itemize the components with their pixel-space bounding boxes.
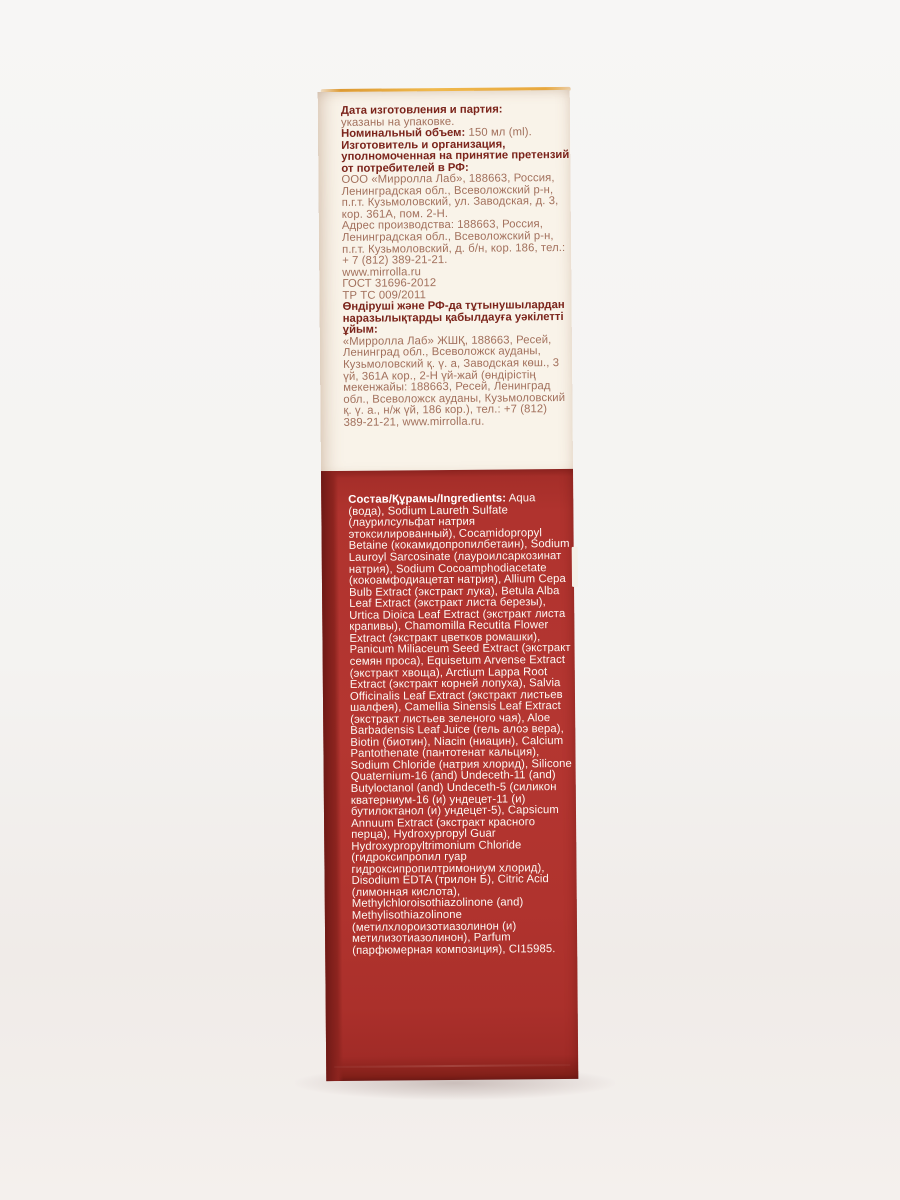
info-text-column	[341, 104, 573, 429]
nominal-volume-text: 150 мл (ml).	[468, 126, 532, 139]
manufacturer-ru-text: ООО «Мирролла Лаб», 188663, Россия, Ленинградская обл., Всеволожский р-н, п.г.т. Кузьмоловский, ул. Заводская, д. 3, кор. 361А, пом. 2-Н.	[341, 172, 559, 221]
ingredients-list-text: Aqua (вода), Sodium Laureth Sulfate (лаурилсульфат натрия этоксилированный), Cocamidopropyl Betaine (кокамидопропилбетаин), Sodium Lauroyl Sarcosinate (лауроилсаркозинат натрия), Sodium Cocoamphodiacetate (кокоамфодиацетат натрия), Allium Cepa Bulb Extract (экстракт лука), Betula Alba Leaf Extract (экстракт листа березы), Urtica Dioica Leaf Extract (экстракт листа крапивы), Chamomilla Recutita Flower Extract (экстракт цветков ромашки), Panicum Miliaceum Seed Extract (экстракт семян проса), Equisetum Arvense Extract (экстракт хвоща), Arctium Lappa Root Extract (экстракт корней лопуха), Salvia Officinalis Leaf Extract (экстракт листьев шалфея), Camellia Sinensis Leaf Extract (экстракт листьев зеленого чая), Aloe Barbadensis Leaf Juice (гель алоэ вера), Biotin (биотин), Niacin (ниацин), Calcium Pantothenate (пантотенат кальция), Sodium Chloride (натрия хлорид), Silicone Quaternium-16 (and) Undeceth-11 (and) Butyloctanol (and) Undeceth-5 (силикон кватерниум-16 (и) ундецет-11 (и) бутилоктанол (и) ундецет-5), Capsicum Annuum Extract (экстракт красного перца), Hydroxypropyl Guar Hydroxypropyltrimonium Chloride (гидроксипропил гуар гидроксипропилтримониум хлорид), Disodium EDTA (трилон Б), Citric Acid (лимонная кислота), Methylchloroisothiazolinone (and) Methylisothiazolinone (метилхлороизотиазолинон (и) метилизотиазолинон), Parfum (парфюмерная композиция), CI15985.	[348, 492, 572, 957]
ingredients-heading: Состав/Құрамы/Ingredients:	[348, 492, 507, 507]
ingredients-panel	[321, 469, 578, 1081]
manufacture-date-block	[341, 104, 570, 129]
ingredients-block	[348, 493, 577, 957]
manufacture-date-text: указаны на упаковке.	[340, 115, 455, 129]
manufacturer-kz-text: «Мирролла Лаб» ЖШҚ, 188663, Ресей, Ленинград обл., Всеволожск ауданы, Кузьмоловский қ. ү. а, Заводская көш., 3 үй, 361А кор., 2-Н үй-жай (өндірістің мекенжайы: 188663, Ресей, Ленинград обл., Всеволожск ауданы, Кузьмоловский қ. ү. а., н/ж үй, 186 кор.), тел.: +7 (812) 389-21-21, www.mirrolla.ru.	[342, 334, 566, 429]
product-box	[318, 87, 579, 1081]
manufacturer-ru-block	[341, 139, 571, 222]
website-text: www.mirrolla.ru	[342, 265, 422, 279]
nominal-volume-label: Номинальный объем:	[341, 126, 466, 141]
gost-text: ГОСТ 31696-2012	[342, 277, 437, 291]
ingredients-text-column	[348, 482, 577, 968]
production-address-block	[342, 219, 571, 267]
tr-ts-text: ТР ТС 009/2011	[342, 288, 426, 302]
manufacture-date-label: Дата изготовления и партия:	[340, 103, 503, 117]
production-address-text: Адрес производства: 188663, Россия, Ленинградская обл., Всеволожский р-н, п.г.т. Кузьмоловский, д. б/н, кор. 186, тел.: + 7 (812) 389-21-21.	[341, 218, 566, 268]
box-bottom-fold	[334, 1064, 570, 1068]
info-panel	[318, 90, 573, 471]
manufacturer-kz-block	[343, 300, 573, 429]
manufacturer-ru-label: Изготовитель и организация, уполномоченная на принятие претензий от потребителей в РФ:	[341, 138, 570, 175]
manufacturer-kz-label: Өндіруші және РФ-да тұтынушылардан наразылықтарды қабылдауға уәкілетті ұйым:	[342, 299, 565, 337]
